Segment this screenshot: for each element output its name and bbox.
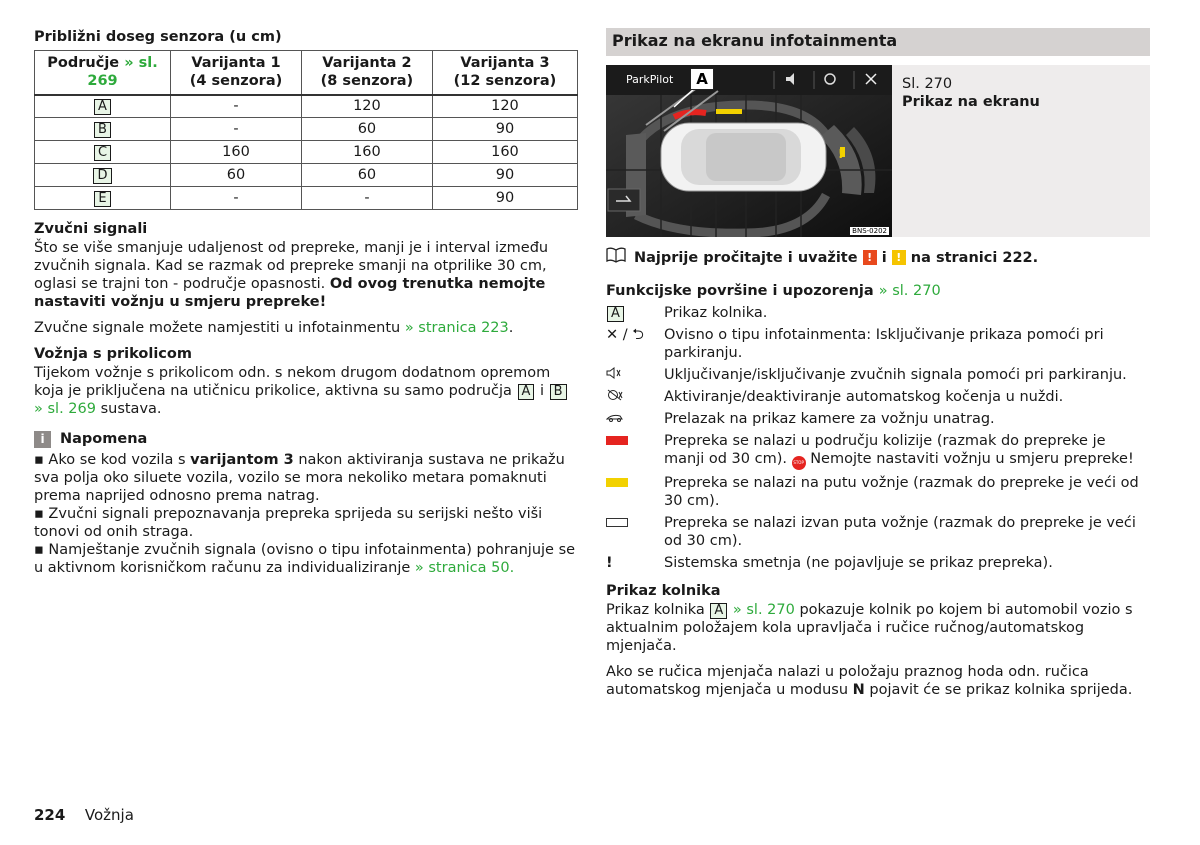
sound-adjust-text: Zvučne signale možete namjestiti u infotainmentu » stranica 223. [34,320,514,336]
figure-title: Prikaz na ekranu [902,94,1040,110]
functions-section [606,282,1150,572]
legend-item: Aktiviranje/deaktiviranje automatskog kočenja u nuždi. [606,388,1150,406]
parkpilot-illustration [606,65,892,237]
camera-icon [606,410,664,428]
brake-icon [606,388,664,406]
area-label: B [94,122,111,138]
footer-section: Vožnja [84,806,134,824]
warning-mark: ! [838,147,844,161]
table-row: A - 120 120 [35,95,578,118]
figure-caption [892,65,1150,237]
figure-link[interactable]: » sl. 269 [34,401,96,417]
legend-item: Prepreka se nalazi izvan puta vožnje (razmak do prepreke je veći od 30 cm). [606,514,1150,550]
trailer-heading: Vožnja s prikolicom [34,346,192,362]
sound-signals-text: Što se više smanjuje udaljenost od prepreke, manji je i interval između zvučnih signala. Kad se razmak od prepreke smanji na otprilike 30 cm, oglasi se trajni ton - područje opasnosti. Od ovog trenutka nemojte nastaviti vožnju u smjeru prepreke! [34,240,549,310]
road-display-text-2: Ako se ručica mjenjača nalazi u položaju praznog hoda odn. ručica automatskog mjenjača u modusu N pojavit će se prikaz kolnika sprijeda. [606,664,1133,698]
page-link[interactable]: » stranica 223 [404,320,509,336]
area-label: E [94,191,110,207]
note-item: ▪ Namještanje zvučnih signala (ovisno o tipu infotainmenta) pohranjuje se u aktivnom korisničkom računu za individualiziranje » stranica 50. [34,542,576,576]
speaker-icon [606,366,664,384]
figure [606,65,1150,237]
page-number: 224 [34,806,66,824]
road-label: A [607,306,624,322]
right-column [606,28,1150,707]
table-row: C 160 160 160 [35,141,578,164]
app-label: ParkPilot [626,73,674,86]
book-icon [606,247,628,268]
figure-link[interactable]: » sl. 270 [732,602,795,618]
sound-signals-heading: Zvučni signali [34,221,148,237]
trailer-text: Tijekom vožnje s prikolicom odn. s nekom drugom dodatnom opremom koja je priključena na utičnicu prikolice, aktivna su samo područja A i B » sl. 269 sustava. [34,364,578,418]
legend-item: Uključivanje/isključivanje zvučnih signala pomoći pri parkiranju. [606,366,1150,384]
figure-link[interactable]: » sl. 270 [878,283,941,299]
red-bar-icon [606,436,628,445]
area-label: C [94,145,111,161]
legend-item: A Prikaz kolnika. [606,304,1150,322]
section-title: Prikaz na ekranu infotainmenta [606,28,1150,56]
page-footer [34,806,134,824]
close-icon: ✕ / ⮌ [606,327,644,343]
road-display-heading: Prikaz kolnika [606,583,721,599]
area-label: A [94,99,111,115]
figure-number: Sl. 270 [902,76,953,92]
table-row: E - - 90 [35,187,578,210]
page-link[interactable]: » stranica 50. [414,560,515,576]
note-item: ▪ Zvučni signali prepoznavanja prepreka sprijeda su serijski nešto viši tonovi od onih straga. [34,506,543,540]
left-column [34,28,578,577]
table-header-area: Područje » sl. 269 [35,51,171,95]
parkpilot-screen-image [606,65,892,237]
legend-item: ✕ / ⮌ Ovisno o tipu infotainmenta: Isključivanje prikaza pomoći pri parkiranju. [606,327,1104,361]
callout-label: A [690,68,714,90]
legend-item: Prepreka se nalazi u području kolizije (razmak do prepreke je manji od 30 cm). STOP Nemojte nastaviti vožnju u smjeru prepreke! [606,432,1150,470]
table-header-variant-2: Varijanta 2 (8 senzora) [301,51,432,95]
legend-item: ! Sistemska smetnja (ne pojavljuje se prikaz prepreka). [606,555,1053,571]
area-label: D [93,168,111,184]
caution-icon: ! [892,250,906,265]
table-row: B - 60 90 [35,118,578,141]
figure-code: BNS-0202 [852,227,887,235]
read-first-notice: Najprije pročitajte i uvažite ! i ! na stranici 222. [606,247,1150,268]
table-row: D 60 60 90 [35,164,578,187]
white-bar-icon [606,518,628,527]
warning-icon: ! [863,250,877,265]
table-title: Približni doseg senzora (u cm) [34,29,282,45]
table-header-link[interactable]: » sl. 269 [87,55,158,90]
note-item: ▪ Ako se kod vozila s varijantom 3 nakon aktiviranja sustava ne prikažu sva polja oko siluete vozila, vozilo se mora nekoliko metara pomaknuti prema naprijed odnosno prema natrag. [34,452,565,504]
yellow-bar-icon [606,478,628,487]
road-display-text: Prikaz kolnika A » sl. 270 pokazuje kolnik po kojem bi automobil vozio s aktualnim položajem kola upravljača i ručice ručnog/automatskog mjenjača. [606,602,1133,654]
note-block [34,430,578,577]
note-title: Napomena [60,431,148,447]
functions-heading: Funkcijske površine i upozorenja [606,283,874,299]
road-display-section [606,582,1150,699]
table-header-variant-1: Varijanta 1 (4 senzora) [171,51,302,95]
sensor-range-table [34,50,578,210]
table-header-variant-3: Varijanta 3 (12 senzora) [432,51,577,95]
legend-item: Prepreka se nalazi na putu vožnje (razmak do prepreke je veći od 30 cm). [606,474,1150,510]
info-icon: i [34,431,51,448]
legend-item: Prelazak na prikaz kamere za vožnju unatrag. [606,410,1150,428]
exclamation-icon: ! [606,555,613,571]
stop-icon: STOP [792,456,806,470]
